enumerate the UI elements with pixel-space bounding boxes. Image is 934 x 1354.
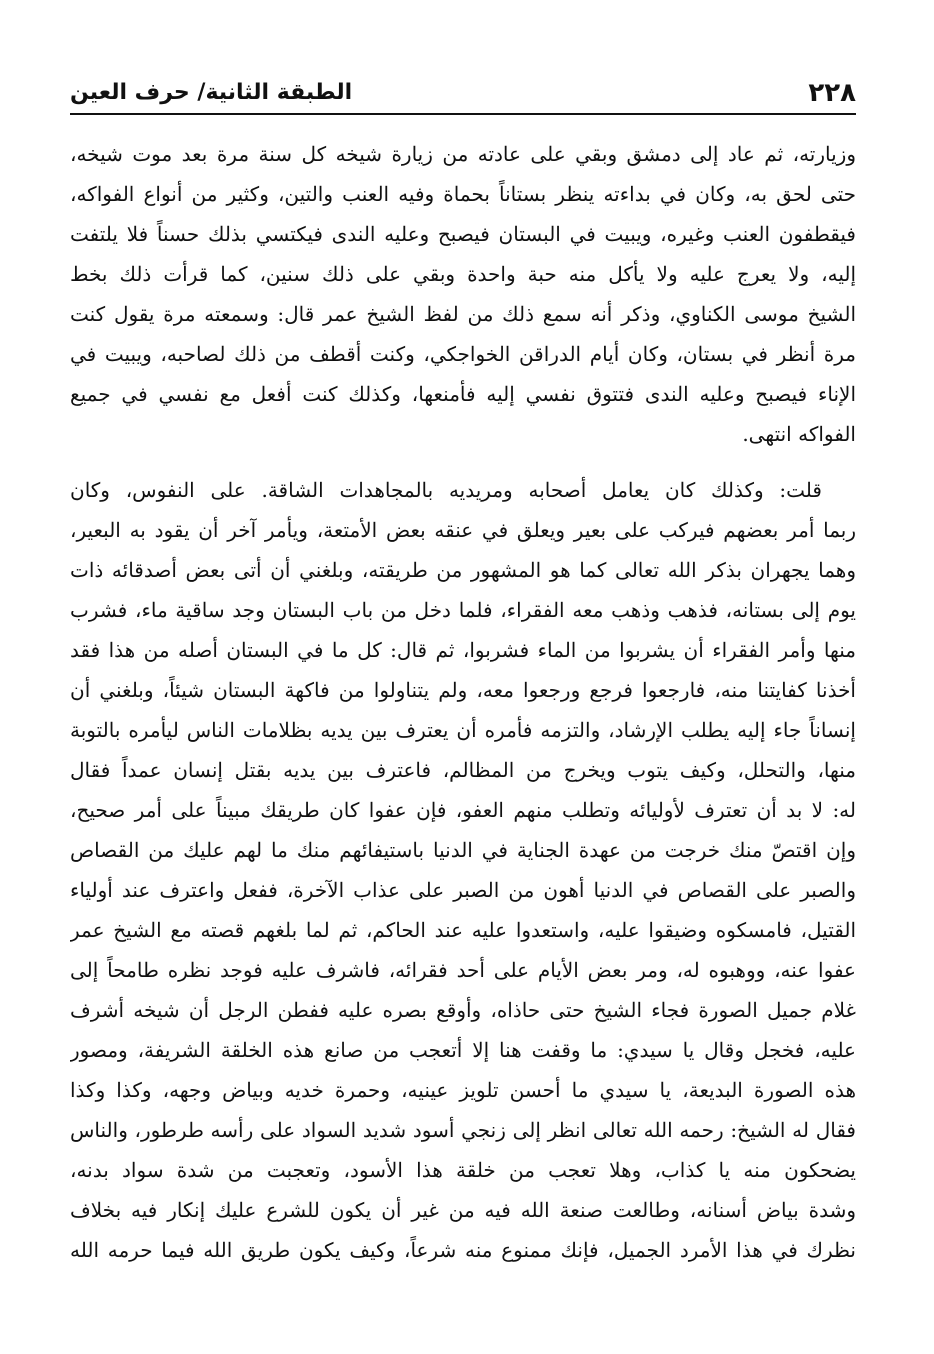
text-line: مرة أنظر في بستان، وكان أيام الدراقن الخواجكي، وكنت أقطف من ذلك لصاحبه، ويبيت في <box>70 342 856 366</box>
text-line: غلام جميل الصورة فجاء الشيخ حتى حاذاه، وأوقع بصره عليه ففطن الرجل أن شيخه أشرف <box>70 998 856 1022</box>
text-line: عليه، فخجل وقال يا سيدي: ما وقفت هنا إلا أتعجب من صانع هذه الخلقة الشريفة، ومصور <box>70 1038 856 1062</box>
paragraph-2 <box>70 470 856 1270</box>
page-number: ٢٢٨ <box>808 78 856 108</box>
text-line: القتيل، فامسكوه وضيقوا عليه، واستعدوا عليه عند الحاكم، ثم لما بلغهم قصته مع الشيخ عمر <box>70 918 856 942</box>
running-title: الطبقة الثانية/ حرف العين <box>70 80 353 105</box>
text-line: ربما أمر بعضهم فيركب على بعير ويعلق في عنقه بعض الأمتعة، ويأمر آخر أن يقود به البعير، <box>70 518 856 542</box>
text-line: أخذنا كفايتنا منه، فارجعوا فرجع ورجعوا معه، ولم يتناولوا من فاكهة البستان شيئاً، وبلغني أن <box>70 678 856 702</box>
text-line: عفوا عنه، ووهبوه له، ومر بعض الأيام على أحد فقرائه، فاشرف عليه فوجد نظره طامحاً إلى <box>70 958 856 982</box>
text-line: منها، والتحلل، وكيف يتوب ويخرج من المظالم، فاعترف بين يديه بقتل إنسان عمداً فقال <box>70 758 856 782</box>
text-line: الإناء فيصبح وعليه الندى فتتوق نفسي إليه فأمنعها، وكذلك كنت أفعل مع نفسي في جميع <box>70 382 856 406</box>
text-line: فقال له الشيخ: رحمه الله تعالى انظر إلى زنجي أسود شديد السواد على رأسه طرطور، والناس <box>70 1118 856 1142</box>
text-line: فيقطفون العنب وغيره، ويبيت في البستان فيصبح وعليه الندى فيكتسي بذلك حسناً فلا يلتفت <box>70 222 856 246</box>
paragraph-1 <box>70 134 856 454</box>
text-line: وشدة بياض أسنانه، وطالعت صنعة الله فيه من غير أن يكون للشرع عليك إنكار فيه بخلاف <box>70 1198 856 1222</box>
text-line: والصبر على القصاص في الدنيا أهون من الصبر على عذاب الآخرة، ففعل واعترف عند أولياء <box>70 878 856 902</box>
text-line: يوم إلى بستانه، فذهب وذهب معه الفقراء، فلما دخل من باب البستان وجد ساقية ماء، فشرب <box>70 598 856 622</box>
text-line: له: لا بد أن تعترف لأوليائه وتطلب منهم العفو، فإن عفوا كان طريقك مبيناً على أمر صحيح، <box>70 798 856 822</box>
text-line: إليه، ولا يعرج عليه ولا يأكل منه حبة واحدة وبقي على ذلك سنين، كما قرأت ذلك بخط <box>70 262 856 286</box>
text-line: إنساناً جاء إليه يطلب الإرشاد، والتزمه فأمره أن يعترف بين يديه بظلامات الناس ليأمره بالتوبة <box>70 718 856 742</box>
text-line: وإن اقتصّ منك خرجت من عهدة الجناية في الدنيا باستيفائهم منك ما لهم عليك من القصاص <box>70 838 856 862</box>
header-rule <box>70 113 856 115</box>
text-line: وهما يجهران بذكر الله تعالى كما هو المشهور من طريقته، وبلغني أن أتى بعض أصدقائه ذات <box>70 558 856 582</box>
text-line: قلت: وكذلك كان يعامل أصحابه ومريديه بالمجاهدات الشاقة. على النفوس، وكان <box>70 478 822 502</box>
text-line: الشيخ موسى الكناوي، وذكر أنه سمع ذلك من لفظ الشيخ عمر قال: وسمعته مرة يقول كنت <box>70 302 856 326</box>
text-line: منها وأمر الفقراء أن يشربوا من الماء فشربوا، ثم قال: كل ما في البستان أصله من هذا فقد <box>70 638 856 662</box>
text-line: حتى لحق به، وكان في بداءته ينظر بستاناً بحماة وفيه العنب والتين، وكثير من أنواع الفواكه، <box>70 182 856 206</box>
text-line: نظرك في هذا الأمرد الجميل، فإنك ممنوع منه شرعاً، وكيف يكون طريق الله فيما حرمه الله <box>70 1238 856 1262</box>
text-line: يضحكون منه يا كذاب، وهلا تعجب من خلقة هذا الأسود، وتعجبت من شدة سواد بدنه، <box>70 1158 856 1182</box>
text-line: وزيارته، ثم عاد إلى دمشق وبقي على عادته من زيارة شيخه كل سنة مرة بعد موت شيخه، <box>70 142 856 166</box>
running-header <box>70 64 856 108</box>
text-line: هذه الصورة البديعة، يا سيدي ما أحسن تلويز عينيه، وحمرة خديه وبياض وجهه، وكذا وكذا <box>70 1078 856 1102</box>
text-line: الفواكه انتهى. <box>742 422 856 446</box>
